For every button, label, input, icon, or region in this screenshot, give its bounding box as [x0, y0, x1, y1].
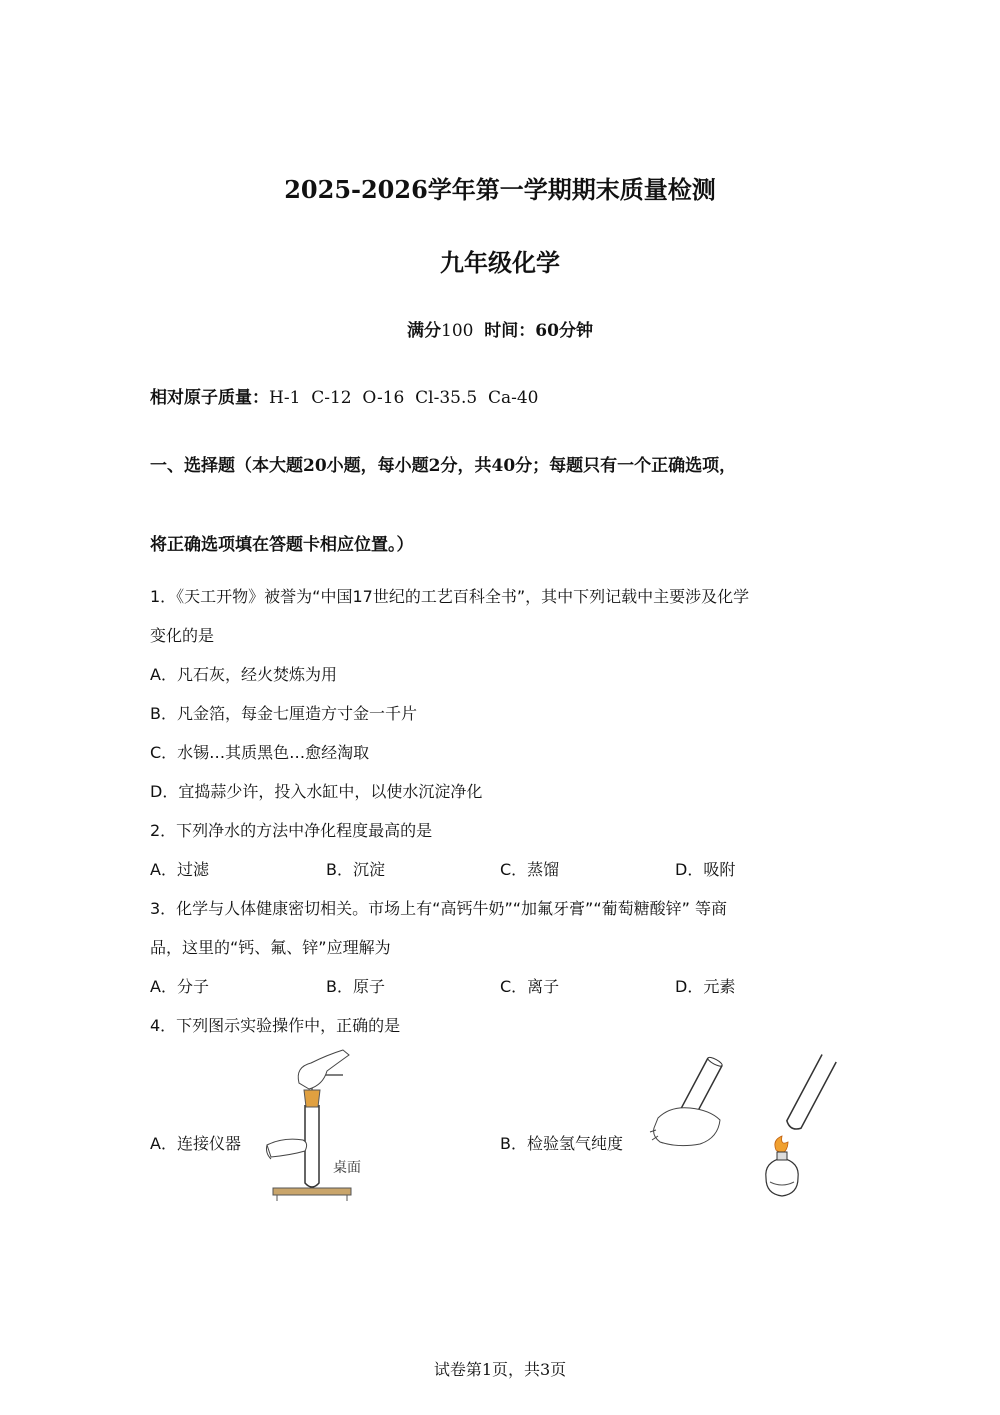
question-3-option-c: C．离子	[500, 977, 560, 996]
atomic-mass-line	[150, 383, 539, 408]
figure-label-table: 桌面	[333, 1160, 361, 1176]
score-time-line	[0, 316, 1000, 341]
exam-subtitle: 九年级化学	[440, 248, 560, 277]
question-3-option-d: D．元素	[675, 977, 736, 996]
exam-title: 2025-2026学年第一学期期末质量检测	[284, 175, 716, 204]
question-1-option-d: D．宜捣蒜少许，投入水缸中，以使水沉淀净化	[150, 782, 483, 801]
time-label: 时间：	[484, 321, 536, 341]
question-3-stem-line2: 品，这里的“钙、氟、锌”应理解为	[150, 938, 391, 957]
section-heading-line2: 将正确选项填在答题卡相应位置。）	[150, 535, 414, 555]
score-value: 100	[441, 321, 474, 341]
atomic-mass-label: 相对原子质量：	[150, 388, 269, 408]
page-footer: 试卷第1页，共3页	[433, 1360, 567, 1379]
question-3-option-b: B．原子	[326, 977, 385, 996]
figure-test-hydrogen-purity	[648, 1058, 843, 1203]
question-2-option-b: B．沉淀	[326, 860, 385, 879]
question-2-option-c: C．蒸馏	[500, 860, 560, 879]
question-2-stem: 2．下列净水的方法中净化程度最高的是	[150, 821, 433, 840]
time-value: 60分钟	[535, 321, 593, 341]
question-1-option-a: A．凡石灰，经火焚炼为用	[150, 665, 337, 684]
question-1-stem-line2: 变化的是	[150, 626, 215, 645]
figure-connect-instruments	[265, 1045, 365, 1205]
section-heading-line1: 一、选择题（本大题20小题，每小题2分，共40分；每题只有一个正确选项，	[150, 456, 737, 476]
question-1-option-b: B．凡金箔，每金七厘造方寸金一千片	[150, 704, 417, 723]
question-3-option-a: A．分子	[150, 977, 209, 996]
question-4-stem: 4．下列图示实验操作中，正确的是	[150, 1016, 401, 1035]
question-2-option-d: D．吸附	[675, 860, 736, 879]
question-4-option-a: A．连接仪器	[150, 1134, 241, 1153]
question-2-option-a: A．过滤	[150, 860, 209, 879]
question-1-option-c: C．水锡…其质黑色…愈经淘取	[150, 743, 370, 762]
question-1-stem-line1: 1．《天工开物》被誉为“中国17世纪的工艺百科全书”，其中下列记载中主要涉及化学	[150, 587, 750, 606]
atomic-mass-values: H-1 C-12 O-16 Cl-35.5 Ca-40	[269, 388, 539, 408]
question-4-option-b: B．检验氢气纯度	[500, 1134, 623, 1153]
score-label: 满分	[407, 321, 442, 341]
question-3-stem-line1: 3．化学与人体健康密切相关。市场上有“高钙牛奶”“加氟牙膏”“葡萄糖酸锌” 等商	[150, 899, 728, 918]
